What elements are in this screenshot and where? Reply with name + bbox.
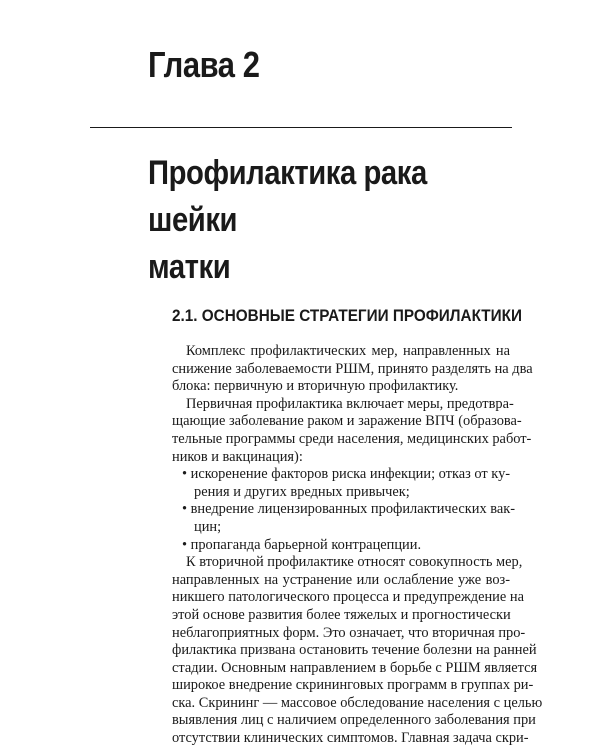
text-line: филактика призвана остановить течение болезни на ранней	[172, 642, 537, 659]
bullet-item-line: рения и других вредных привычек;	[194, 483, 410, 500]
section-heading: 2.1. ОСНОВНЫЕ СТРАТЕГИИ ПРОФИЛАКТИКИ	[172, 306, 522, 325]
chapter-title	[148, 150, 509, 291]
text-line: выявления лиц с наличием определенного заболевания при	[172, 712, 536, 729]
text-line: щающие заболевание раком и заражение ВПЧ (образова-	[172, 413, 522, 430]
text-line: этой основе развития более тяжелых и прогностически	[172, 606, 511, 623]
chapter-label: Глава 2	[148, 44, 260, 85]
text-line: Первичная профилактика включает меры, предотвра-	[186, 395, 514, 412]
text-line: ска. Скрининг — массовое обследование населения с целью	[172, 694, 543, 711]
bullet-item-line: • искоренение факторов риска инфекции; отказ от ку-	[182, 466, 511, 483]
text-line: блока: первичную и вторичную профилактику.	[172, 378, 459, 395]
text-line: направленных на устранение или ослабление уже воз-	[172, 571, 510, 588]
text-line: отсутствии клинических симптомов. Главная задача скри-	[172, 730, 529, 747]
text-line: тельные программы среди населения, медицинских работ-	[172, 430, 532, 447]
text-line: никшего патологического процесса и предупреждение на	[172, 589, 524, 606]
text-line: ников и вакцинация):	[172, 448, 303, 465]
text-line: К вторичной профилактике относят совокупность мер,	[186, 554, 523, 571]
text-line: стадии. Основным направлением в борьбе с РШМ является	[172, 659, 538, 676]
text-line: неблагоприятных форм. Это означает, что вторичная про-	[172, 624, 526, 641]
bullet-item-line: • пропаганда барьерной контрацепции.	[182, 536, 422, 553]
text-line: широкое внедрение скрининговых программ в группах ри-	[172, 677, 534, 694]
chapter-divider	[90, 127, 512, 128]
text-line: Комплекс профилактических мер, направленных на	[186, 343, 510, 359]
chapter-title-line: Профилактика рака шейки	[148, 154, 427, 239]
text-line: снижение заболеваемости РШМ, принято разделять на два	[172, 360, 533, 377]
bullet-item-line: • внедрение лицензированных профилактических вак-	[182, 501, 516, 518]
body-text	[0, 343, 600, 748]
bullet-item-line: цин;	[194, 518, 222, 535]
chapter-title-line: матки	[148, 248, 231, 286]
